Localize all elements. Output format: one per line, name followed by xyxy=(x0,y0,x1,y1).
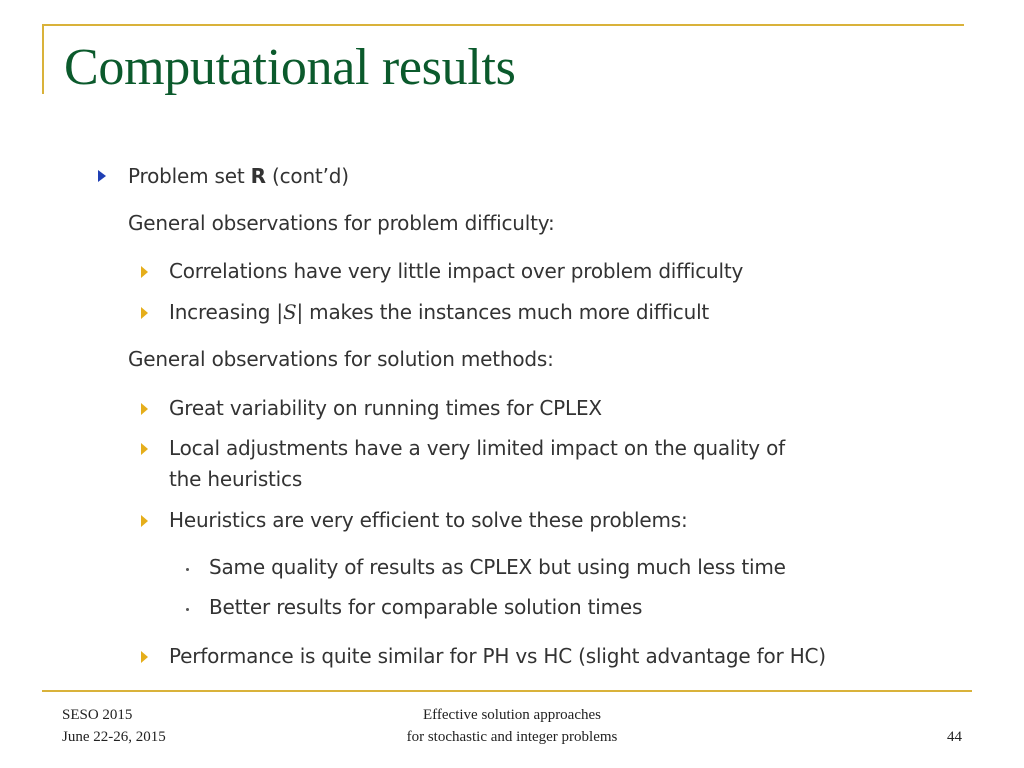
difficulty-item xyxy=(169,296,709,328)
difficulty-item: Correlations have very little impact over problem difficulty xyxy=(169,259,744,283)
bullet-arrow-icon xyxy=(98,170,106,182)
heuristics-subitem: Same quality of results as CPLEX but using much less time xyxy=(209,555,786,579)
page-number: 44 xyxy=(947,729,962,745)
bullet-arrow-icon xyxy=(141,403,148,415)
footer-dates: June 22-26, 2015 xyxy=(62,729,166,745)
bullet-problem-set-prefix: Problem set xyxy=(128,164,251,188)
footer-conference: SESO 2015 xyxy=(62,707,133,723)
bullet-arrow-icon xyxy=(141,266,148,278)
scenario-set-symbol: S xyxy=(282,300,297,324)
footer-left xyxy=(62,704,166,748)
problem-set-letter: R xyxy=(250,164,266,188)
footer-rule xyxy=(42,690,972,692)
bullet-arrow-icon xyxy=(141,307,148,319)
dot-bullet-icon xyxy=(186,608,189,611)
difficulty-heading: General observations for problem difficulty: xyxy=(128,211,555,235)
bullet-arrow-icon xyxy=(141,651,148,663)
slide-title: Computational results xyxy=(64,39,516,96)
methods-item: Performance is quite similar for PH vs HC (slight advantage for HC) xyxy=(169,644,826,668)
heuristics-subitem: Better results for comparable solution times xyxy=(209,595,643,619)
footer-talk-title-line2: for stochastic and integer problems xyxy=(406,729,618,745)
methods-item-line2: the heuristics xyxy=(169,467,303,491)
bullet-arrow-icon xyxy=(141,443,148,455)
bullet-arrow-icon xyxy=(141,515,148,527)
methods-item: Great variability on running times for CPLEX xyxy=(169,396,602,420)
difficulty-item-after: | makes the instances much more difficult xyxy=(296,300,710,324)
difficulty-item-before: Increasing | xyxy=(169,300,283,324)
methods-item: Heuristics are very efficient to solve these problems: xyxy=(169,508,688,532)
footer-center xyxy=(362,704,662,748)
bullet-problem-set xyxy=(128,160,349,192)
dot-bullet-icon xyxy=(186,568,189,571)
methods-heading: General observations for solution methods: xyxy=(128,347,554,371)
methods-item-line1: Local adjustments have a very limited impact on the quality of xyxy=(169,436,785,460)
footer-talk-title-line1: Effective solution approaches xyxy=(423,707,601,723)
bullet-problem-set-suffix: (cont’d) xyxy=(265,164,349,188)
